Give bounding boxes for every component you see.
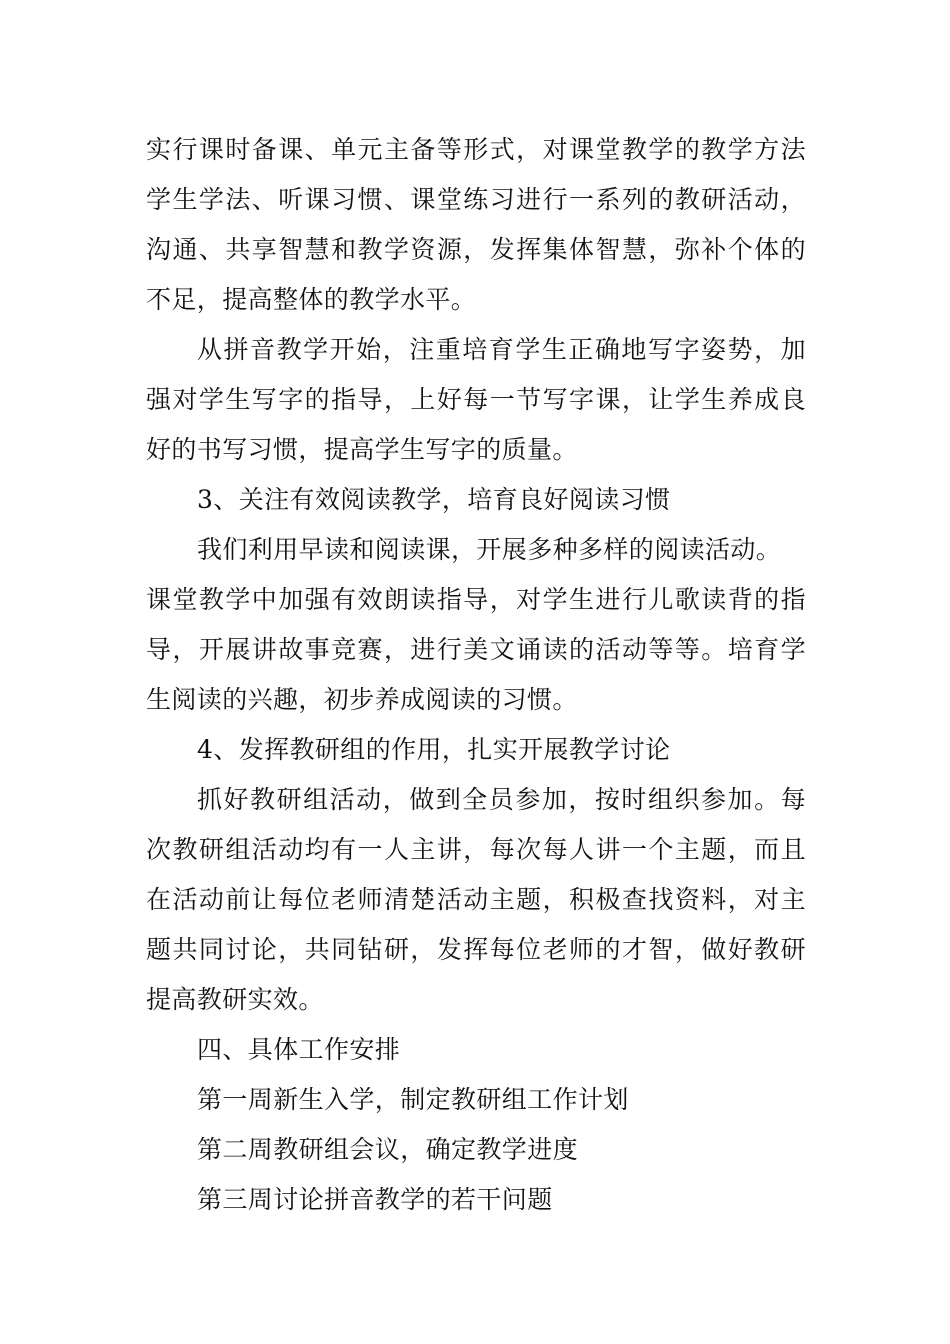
text-line: 强对学生写字的指导，上好每一节写字课，让学生养成良 bbox=[146, 385, 806, 414]
text-line: 抓好教研组活动，做到全员参加，按时组织参加。每 bbox=[197, 785, 806, 814]
text-line: 次教研组活动均有一人主讲，每次每人讲一个主题，而且 bbox=[146, 835, 806, 864]
text-line: 题共同讨论，共同钻研，发挥每位老师的才智，做好教研 bbox=[146, 935, 806, 964]
text-line: 提高教研实效。 bbox=[146, 985, 324, 1014]
text-line: 实行课时备课、单元主备等形式，对课堂教学的教学方法 bbox=[146, 135, 806, 164]
text-line: 生阅读的兴趣，初步养成阅读的习惯。 bbox=[146, 685, 578, 714]
section-heading: 四、具体工作安排 bbox=[197, 1035, 401, 1064]
text-line: 沟通、共享智慧和教学资源，发挥集体智慧，弥补个体的 bbox=[146, 235, 806, 264]
section-heading: 3、关注有效阅读教学，培育良好阅读习惯 bbox=[197, 485, 671, 514]
schedule-item: 第三周讨论拼音教学的若干问题 bbox=[197, 1185, 553, 1214]
section-heading: 4、发挥教研组的作用，扎实开展教学讨论 bbox=[197, 735, 671, 764]
document-body bbox=[146, 125, 806, 1225]
text-line: 课堂教学中加强有效朗读指导，对学生进行儿歌读背的指 bbox=[146, 585, 806, 614]
text-line: 在活动前让每位老师清楚活动主题，积极查找资料，对主 bbox=[146, 885, 806, 914]
text-line: 我们利用早读和阅读课，开展多种多样的阅读活动。 bbox=[197, 535, 782, 564]
text-line: 从拼音教学开始，注重培育学生正确地写字姿势，加 bbox=[197, 335, 806, 364]
schedule-item: 第二周教研组会议，确定教学进度 bbox=[197, 1135, 579, 1164]
text-line: 导，开展讲故事竞赛，进行美文诵读的活动等等。培育学 bbox=[146, 635, 806, 664]
text-line: 不足，提高整体的教学水平。 bbox=[146, 285, 477, 314]
text-line: 好的书写习惯，提高学生写字的质量。 bbox=[146, 435, 578, 464]
text-line: 学生学法、听课习惯、课堂练习进行一系列的教研活动， bbox=[146, 185, 806, 214]
schedule-item: 第一周新生入学，制定教研组工作计划 bbox=[197, 1085, 629, 1114]
